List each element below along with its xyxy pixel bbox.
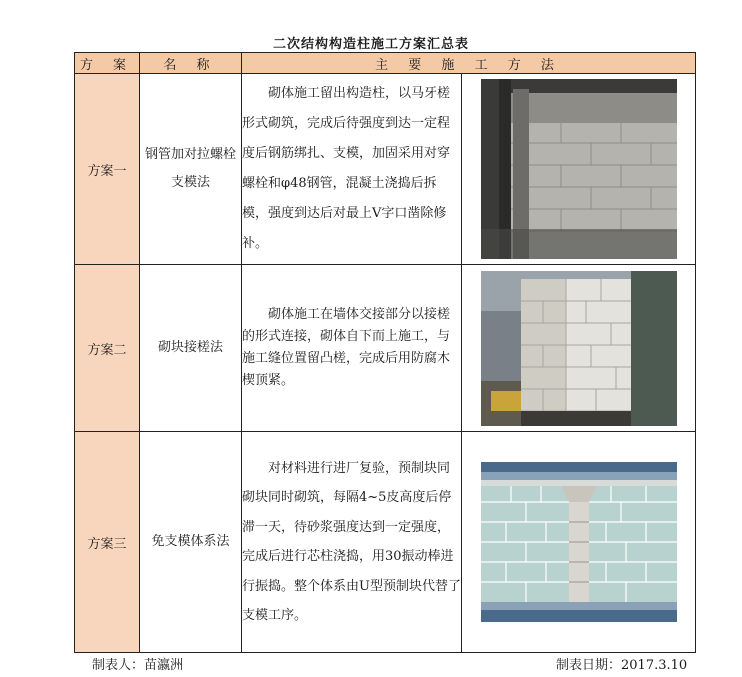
- summary-table: [74, 52, 696, 653]
- method-text: 砌体施工在墙体交接部分以接槎的形式连接，砌体自下而上施工，与施工缝位置留凸槎，完成后用防腐木楔顶紧。: [242, 307, 451, 388]
- block-corner-photo: [481, 271, 677, 426]
- table-title: 二次结构构造柱施工方案汇总表: [272, 37, 469, 52]
- method-text: 对材料进行进厂复验，预制块同砌块同时砌筑，每隔4~5皮高度后停滞一天，待砂浆强度达到一定强度，完成后进行芯柱浇捣，用30振动棒进行振捣。整个体系由U型预制块代替了支模工序。: [242, 460, 461, 623]
- table-maker: 制表人：苗瀛洲: [92, 658, 184, 673]
- photo-cell: [462, 74, 696, 265]
- table-date: 制表日期：2017.3.10: [556, 658, 688, 673]
- name-cell: 免支模体系法: [140, 432, 242, 653]
- photo-cell: [462, 265, 696, 432]
- method-cell: [242, 74, 462, 265]
- photo-cell: [462, 432, 696, 653]
- method-cell: [242, 265, 462, 432]
- plan-cell: 方案三: [75, 432, 140, 653]
- name-cell: 砌块接槎法: [140, 265, 242, 432]
- method-cell: [242, 432, 462, 653]
- header-row: [75, 53, 696, 74]
- table-row: [75, 74, 696, 265]
- header-name: 名 称: [140, 53, 242, 74]
- method-text: 砌体施工留出构造柱，以马牙槎形式砌筑，完成后待强度到达一定程度后钢筋绑扎、支模，加固采用对穿螺栓和φ48钢管，混凝土浇捣后拆模，强度到达后对最上V字口凿除修补。: [242, 86, 451, 251]
- table-row: [75, 265, 696, 432]
- wall-formwork-photo: [481, 79, 677, 259]
- plan-cell: 方案一: [75, 74, 140, 265]
- table-row: [75, 432, 696, 653]
- header-method: 主 要 施 工 方 法: [242, 53, 696, 74]
- formwork-free-diagram: [481, 462, 677, 622]
- plan-cell: 方案二: [75, 265, 140, 432]
- name-cell: 钢管加对拉螺栓支模法: [140, 74, 242, 265]
- header-plan: 方 案: [75, 53, 140, 74]
